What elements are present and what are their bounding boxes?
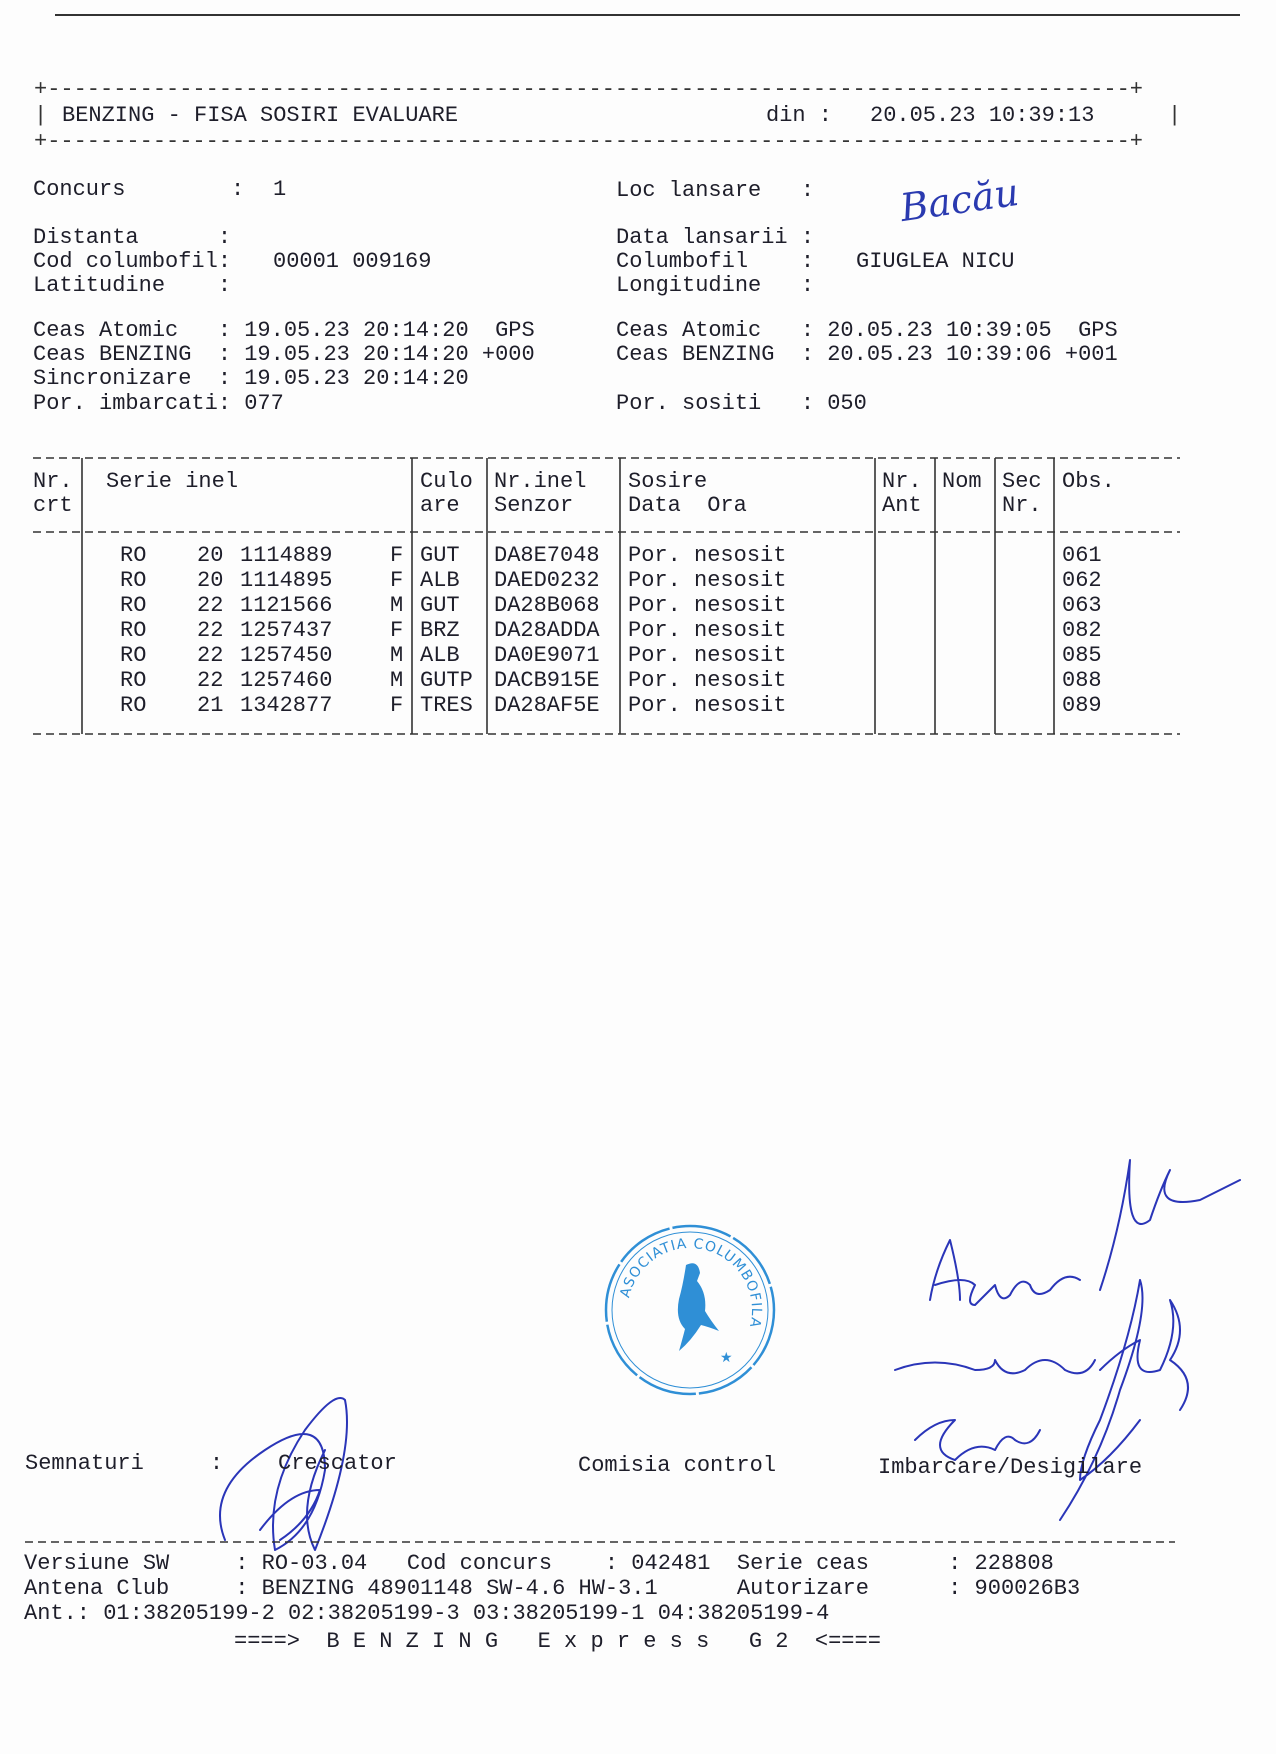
cell-status: Por. nesosit bbox=[628, 568, 787, 593]
col-header-obs: Obs. bbox=[1062, 469, 1115, 494]
cell-status: Por. nesosit bbox=[628, 543, 787, 568]
col-header-nr-crt-1: Nr. bbox=[33, 469, 73, 494]
col-header-sec-nr-2: Nr. bbox=[1002, 493, 1042, 518]
semnaturi-label: Semnaturi : bbox=[25, 1451, 224, 1476]
footer-line-ant: Ant.: 01:38205199-2 02:38205199-3 03:38205199-1 04:38205199-4 bbox=[24, 1601, 830, 1626]
porumbei-sositi: Por. sositi : 050 bbox=[616, 391, 867, 416]
sincronizare: Sincronizare : 19.05.23 20:14:20 bbox=[33, 366, 469, 391]
cell-ring: 1257437 bbox=[240, 618, 333, 643]
cell-country: RO bbox=[120, 593, 147, 618]
col-header-nr-inel-1: Nr.inel bbox=[494, 469, 587, 494]
cell-color: TRES bbox=[420, 693, 473, 718]
cell-ring: 1121566 bbox=[240, 593, 333, 618]
cell-country: RO bbox=[120, 643, 147, 668]
cell-obs: 061 bbox=[1062, 543, 1102, 568]
cell-sex: M bbox=[390, 668, 404, 693]
cell-status: Por. nesosit bbox=[628, 618, 787, 643]
cell-obs: 088 bbox=[1062, 668, 1102, 693]
ceas-atomic-start: Ceas Atomic : 19.05.23 20:14:20 GPS bbox=[33, 318, 535, 343]
cell-sensor: DA8E7048 bbox=[494, 543, 600, 568]
comisia-control-label: Comisia control bbox=[578, 1453, 777, 1478]
footer-brand: ====> B E N Z I N G E x p r e s s G 2 <==== bbox=[234, 1629, 881, 1654]
cell-status: Por. nesosit bbox=[628, 643, 787, 668]
cell-color: ALB bbox=[420, 568, 460, 593]
latitudine-label: Latitudine : bbox=[33, 273, 232, 298]
footer-line-antena: Antena Club : BENZING 48901148 SW-4.6 HW-3.1 Autorizare : 900026B3 bbox=[24, 1576, 1081, 1601]
cell-obs: 062 bbox=[1062, 568, 1102, 593]
cell-obs: 089 bbox=[1062, 693, 1102, 718]
cell-sensor: DA28ADDA bbox=[494, 618, 600, 643]
col-header-sec-nr-1: Sec bbox=[1002, 469, 1042, 494]
cell-year: 22 bbox=[197, 643, 224, 668]
col-header-nr-ant-2: Ant bbox=[882, 493, 922, 518]
cell-ring: 1257460 bbox=[240, 668, 333, 693]
cell-sex: F bbox=[390, 618, 404, 643]
loc-lansare-handwritten: Bacău bbox=[897, 169, 1022, 231]
svg-text:ASOCIATIA COLUMBOFILA: ASOCIATIA COLUMBOFILA bbox=[617, 1235, 765, 1330]
cell-status: Por. nesosit bbox=[628, 693, 787, 718]
cell-year: 22 bbox=[197, 593, 224, 618]
col-header-sosire-2: Data Ora bbox=[628, 493, 747, 518]
cell-sex: M bbox=[390, 643, 404, 668]
imbarcare-desigilare-label: Imbarcare/Desigilare bbox=[878, 1455, 1143, 1480]
cell-year: 21 bbox=[197, 693, 224, 718]
columbofil-label: Columbofil : bbox=[616, 249, 815, 274]
col-header-serie-inel: Serie inel bbox=[106, 469, 239, 494]
longitudine-label: Longitudine : bbox=[616, 273, 815, 298]
ceas-benzing-start: Ceas BENZING : 19.05.23 20:14:20 +000 bbox=[33, 342, 535, 367]
cell-sex: F bbox=[390, 568, 404, 593]
cell-ring: 1114889 bbox=[240, 543, 333, 568]
cell-status: Por. nesosit bbox=[628, 593, 787, 618]
header-border-left: | bbox=[34, 103, 48, 128]
cell-country: RO bbox=[120, 668, 147, 693]
col-header-nom: Nom bbox=[942, 469, 982, 494]
cell-country: RO bbox=[120, 543, 147, 568]
data-lansarii-label: Data lansarii : bbox=[616, 225, 815, 250]
col-header-nr-ant-1: Nr. bbox=[882, 469, 922, 494]
footer-line-versiune: Versiune SW : RO-03.04 Cod concurs : 042481 Serie ceas : 228808 bbox=[24, 1551, 1054, 1576]
cell-obs: 063 bbox=[1062, 593, 1102, 618]
cell-year: 20 bbox=[197, 543, 224, 568]
cod-columbofil-value: 00001 009169 bbox=[273, 249, 432, 274]
cell-color: ALB bbox=[420, 643, 460, 668]
col-header-nr-crt-2: crt bbox=[33, 493, 73, 518]
loc-lansare-label: Loc lansare : bbox=[616, 178, 815, 203]
cell-color: GUTP bbox=[420, 668, 473, 693]
concurs-value: 1 bbox=[273, 177, 287, 202]
cell-status: Por. nesosit bbox=[628, 668, 787, 693]
cell-country: RO bbox=[120, 693, 147, 718]
report-title: BENZING - FISA SOSIRI EVALUARE bbox=[62, 103, 459, 128]
concurs-label: Concurs : bbox=[33, 177, 245, 202]
porumbei-imbarcati: Por. imbarcati: 077 bbox=[33, 391, 284, 416]
cell-ring: 1342877 bbox=[240, 693, 333, 718]
cell-obs: 082 bbox=[1062, 618, 1102, 643]
report-date-value: 20.05.23 10:39:13 bbox=[870, 103, 1095, 128]
col-header-sosire-1: Sosire bbox=[628, 469, 708, 494]
cell-ring: 1114895 bbox=[240, 568, 333, 593]
cell-ring: 1257450 bbox=[240, 643, 333, 668]
ceas-atomic-end: Ceas Atomic : 20.05.23 10:39:05 GPS bbox=[616, 318, 1118, 343]
cell-sensor: DA0E9071 bbox=[494, 643, 600, 668]
cell-country: RO bbox=[120, 568, 147, 593]
col-header-nr-inel-2: Senzor bbox=[494, 493, 574, 518]
cell-year: 22 bbox=[197, 668, 224, 693]
cell-year: 22 bbox=[197, 618, 224, 643]
cell-sensor: DAED0232 bbox=[494, 568, 600, 593]
cell-sensor: DA28B068 bbox=[494, 593, 600, 618]
svg-text:★: ★ bbox=[720, 1350, 733, 1366]
cell-color: GUT bbox=[420, 593, 460, 618]
report-date-label: din : bbox=[766, 103, 833, 128]
cod-columbofil-label: Cod columbofil: bbox=[33, 249, 232, 274]
crescator-label: Crescator bbox=[278, 1451, 397, 1476]
columbofil-value: GIUGLEA NICU bbox=[856, 249, 1015, 274]
cell-color: GUT bbox=[420, 543, 460, 568]
cell-sex: F bbox=[390, 543, 404, 568]
col-header-culoare-1: Culo bbox=[420, 469, 473, 494]
header-border-top: +----------------------------------------------------------------------------------+ bbox=[34, 77, 1143, 102]
cell-sensor: DACB915E bbox=[494, 668, 600, 693]
cell-year: 20 bbox=[197, 568, 224, 593]
cell-color: BRZ bbox=[420, 618, 460, 643]
cell-sex: F bbox=[390, 693, 404, 718]
cell-sex: M bbox=[390, 593, 404, 618]
col-header-culoare-2: are bbox=[420, 493, 460, 518]
header-border-right: | bbox=[1168, 103, 1182, 128]
cell-country: RO bbox=[120, 618, 147, 643]
ceas-benzing-end: Ceas BENZING : 20.05.23 10:39:06 +001 bbox=[616, 342, 1118, 367]
header-border-bottom: +----------------------------------------------------------------------------------+ bbox=[34, 129, 1143, 154]
cell-obs: 085 bbox=[1062, 643, 1102, 668]
distanta-label: Distanta : bbox=[33, 225, 232, 250]
footer-rule bbox=[0, 1537, 1276, 1547]
cell-sensor: DA28AF5E bbox=[494, 693, 600, 718]
